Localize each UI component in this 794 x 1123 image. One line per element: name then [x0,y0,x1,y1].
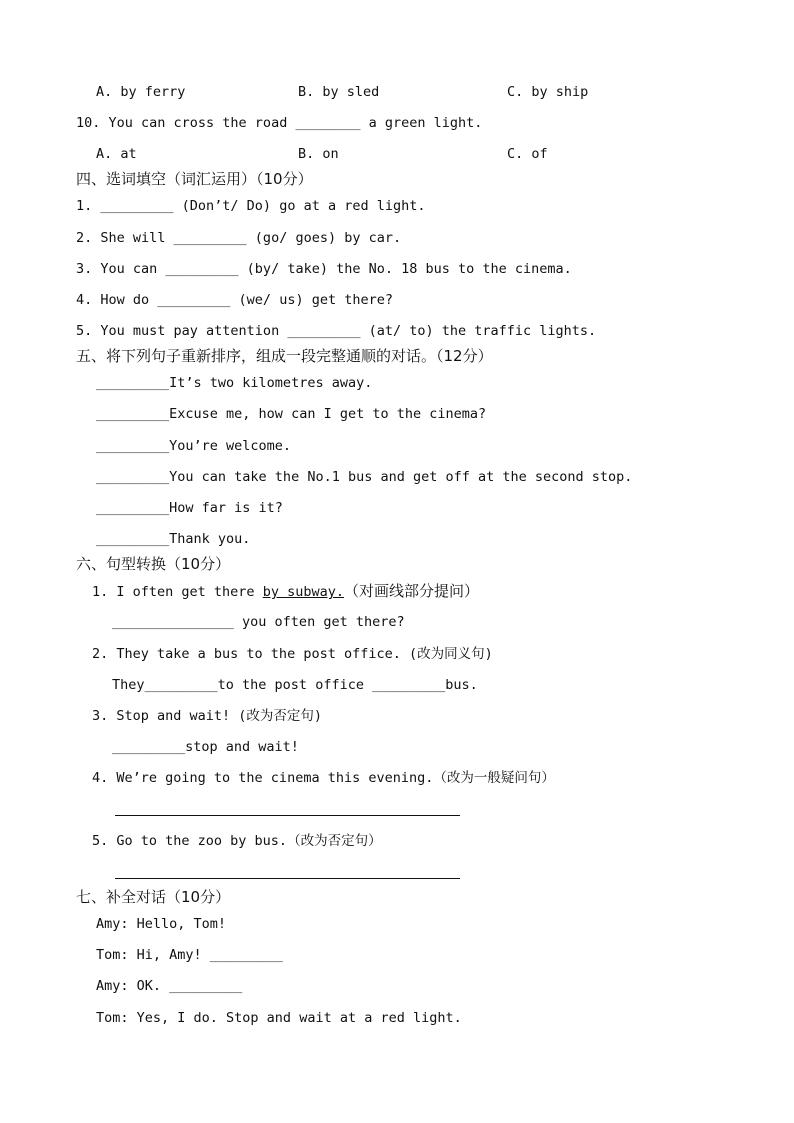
q10-text: 10. You can cross the road ________ a green light. [76,115,483,131]
q10-option-c: C. of [507,146,548,162]
q9-option-b: B. by sled [298,84,380,100]
section5-item-3: _________You’re welcome. [96,438,292,454]
section6-q4-answer-line [115,815,460,816]
section5-item-5: _________How far is it? [96,500,283,516]
section5-heading: 五、将下列句子重新排序，组成一段完整通顺的对话。（12分） [76,347,493,365]
section6-q3-answer: _________stop and wait! [112,739,299,755]
section7-heading: 七、补全对话（10分） [76,888,231,906]
section4-item-3: 3. You can _________ (by/ take) the No. 18 bus to the cinema. [76,261,572,277]
section4-heading: 四、选词填空（词汇运用）（10分） [76,170,313,188]
section6-q1 [92,582,479,601]
section5-item-2: _________Excuse me, how can I get to the cinema? [96,406,487,422]
section6-q5: 5. Go to the zoo by bus.（改为否定句） [92,833,382,849]
section6-q2: 2. They take a bus to the post office. (改为同义句) [92,646,493,662]
section6-heading: 六、句型转换（10分） [76,555,231,573]
section4-item-2: 2. She will _________ (go/ goes) by car. [76,230,402,246]
section5-item-4: _________You can take the No.1 bus and get off at the second stop. [96,469,633,485]
section7-line-1: Amy: Hello, Tom! [96,916,227,932]
section6-q2-answer: They_________to the post office _________bus. [112,677,478,693]
section4-item-4: 4. How do _________ (we/ us) get there? [76,292,393,308]
section7-line-3: Amy: OK. _________ [96,978,243,994]
section6-q1-note: （对画线部分提问） [343,582,479,600]
section7-line-4: Tom: Yes, I do. Stop and wait at a red light. [96,1010,462,1026]
q9-option-a: A. by ferry [96,84,186,100]
section5-item-6: _________Thank you. [96,531,251,547]
section6-q1-answer: _______________ you often get there? [112,614,405,630]
section6-q3: 3. Stop and wait! (改为否定句) [92,708,323,724]
section5-item-1: _________It’s two kilometres away. [96,375,373,391]
section6-q4: 4. We’re going to the cinema this evening.（改为一般疑问句） [92,770,555,786]
section6-q5-answer-line [115,878,460,879]
section4-item-5: 5. You must pay attention _________ (at/ to) the traffic lights. [76,323,597,339]
section7-line-2: Tom: Hi, Amy! _________ [96,947,283,963]
q9-option-c: C. by ship [507,84,589,100]
section6-q1-underlined: by subway. [262,584,344,600]
q10-option-a: A. at [96,146,137,162]
section6-q1-prefix: 1. I often get there [92,584,263,600]
section4-item-1: 1. _________ (Don’t/ Do) go at a red light. [76,198,426,214]
q10-option-b: B. on [298,146,339,162]
